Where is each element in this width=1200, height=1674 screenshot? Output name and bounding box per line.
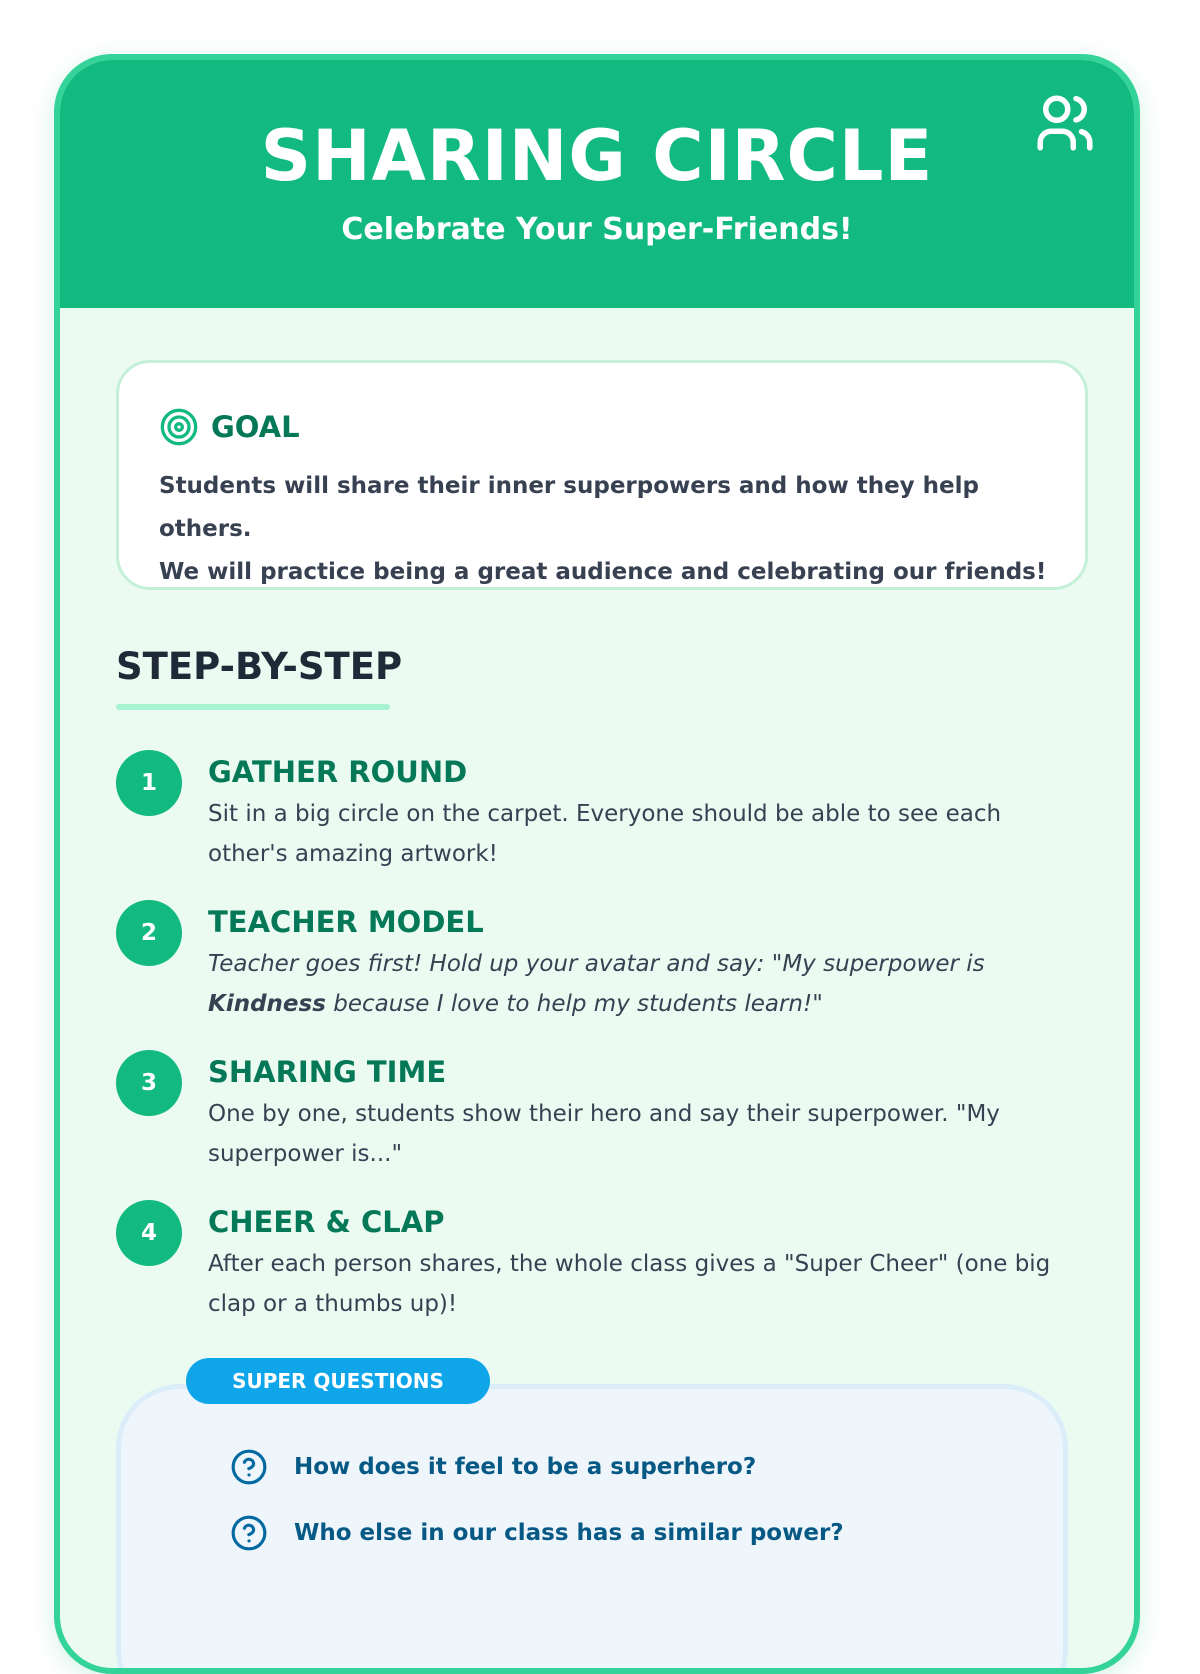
- step-description-rest: because I love to help my students learn!": [325, 991, 823, 1017]
- goal-title: GOAL: [211, 410, 300, 444]
- step-description-line: After each person shares, the whole class gives a "Super Cheer" (one big: [208, 1251, 1051, 1277]
- step-description: [208, 1094, 1078, 1174]
- goal-description: [159, 465, 1059, 594]
- step-description-line: Sit in a big circle on the carpet. Everyone should be able to see each: [208, 801, 1002, 827]
- step-title: TEACHER MODEL: [208, 905, 484, 939]
- step-number-badge: 2: [116, 900, 182, 966]
- step-number-badge: 3: [116, 1050, 182, 1116]
- goal-line-2: We will practice being a great audience and celebrating our friends!: [159, 559, 1047, 585]
- lesson-card: [54, 54, 1140, 1674]
- question-text: How does it feel to be a superhero?: [294, 1454, 757, 1480]
- page-title: SHARING CIRCLE: [260, 115, 934, 197]
- step-description: [208, 1244, 1078, 1324]
- header-banner: [60, 60, 1134, 308]
- page-subtitle: Celebrate Your Super-Friends!: [341, 212, 853, 247]
- steps-heading-underline: [116, 704, 390, 710]
- target-icon: [159, 407, 199, 447]
- step-title: SHARING TIME: [208, 1055, 447, 1089]
- step-description-line: clap or a thumbs up)!: [208, 1291, 458, 1317]
- step-description: [208, 794, 1078, 874]
- question-circle-icon: [230, 1514, 268, 1552]
- steps-heading: STEP-BY-STEP: [116, 645, 403, 688]
- users-icon: [1032, 90, 1098, 156]
- step-description-line: other's amazing artwork!: [208, 841, 498, 867]
- step-emphasis: Kindness: [208, 991, 326, 1017]
- question-text: Who else in our class has a similar power?: [294, 1520, 844, 1546]
- goal-card: [116, 360, 1088, 590]
- goal-line-1: Students will share their inner superpowers and how they help others.: [159, 473, 979, 542]
- step-description-line: superpower is...": [208, 1141, 403, 1167]
- step-title: GATHER ROUND: [208, 755, 468, 789]
- step-description-line: [208, 984, 1078, 1024]
- questions-badge: SUPER QUESTIONS: [186, 1358, 490, 1404]
- step-description: [208, 944, 1078, 1024]
- step-number-badge: 4: [116, 1200, 182, 1266]
- step-title: CHEER & CLAP: [208, 1205, 445, 1239]
- step-number-badge: 1: [116, 750, 182, 816]
- question-circle-icon: [230, 1448, 268, 1486]
- step-description-line: Teacher goes first! Hold up your avatar and say: "My superpower is: [208, 951, 985, 977]
- step-description-line: One by one, students show their hero and say their superpower. "My: [208, 1101, 1000, 1127]
